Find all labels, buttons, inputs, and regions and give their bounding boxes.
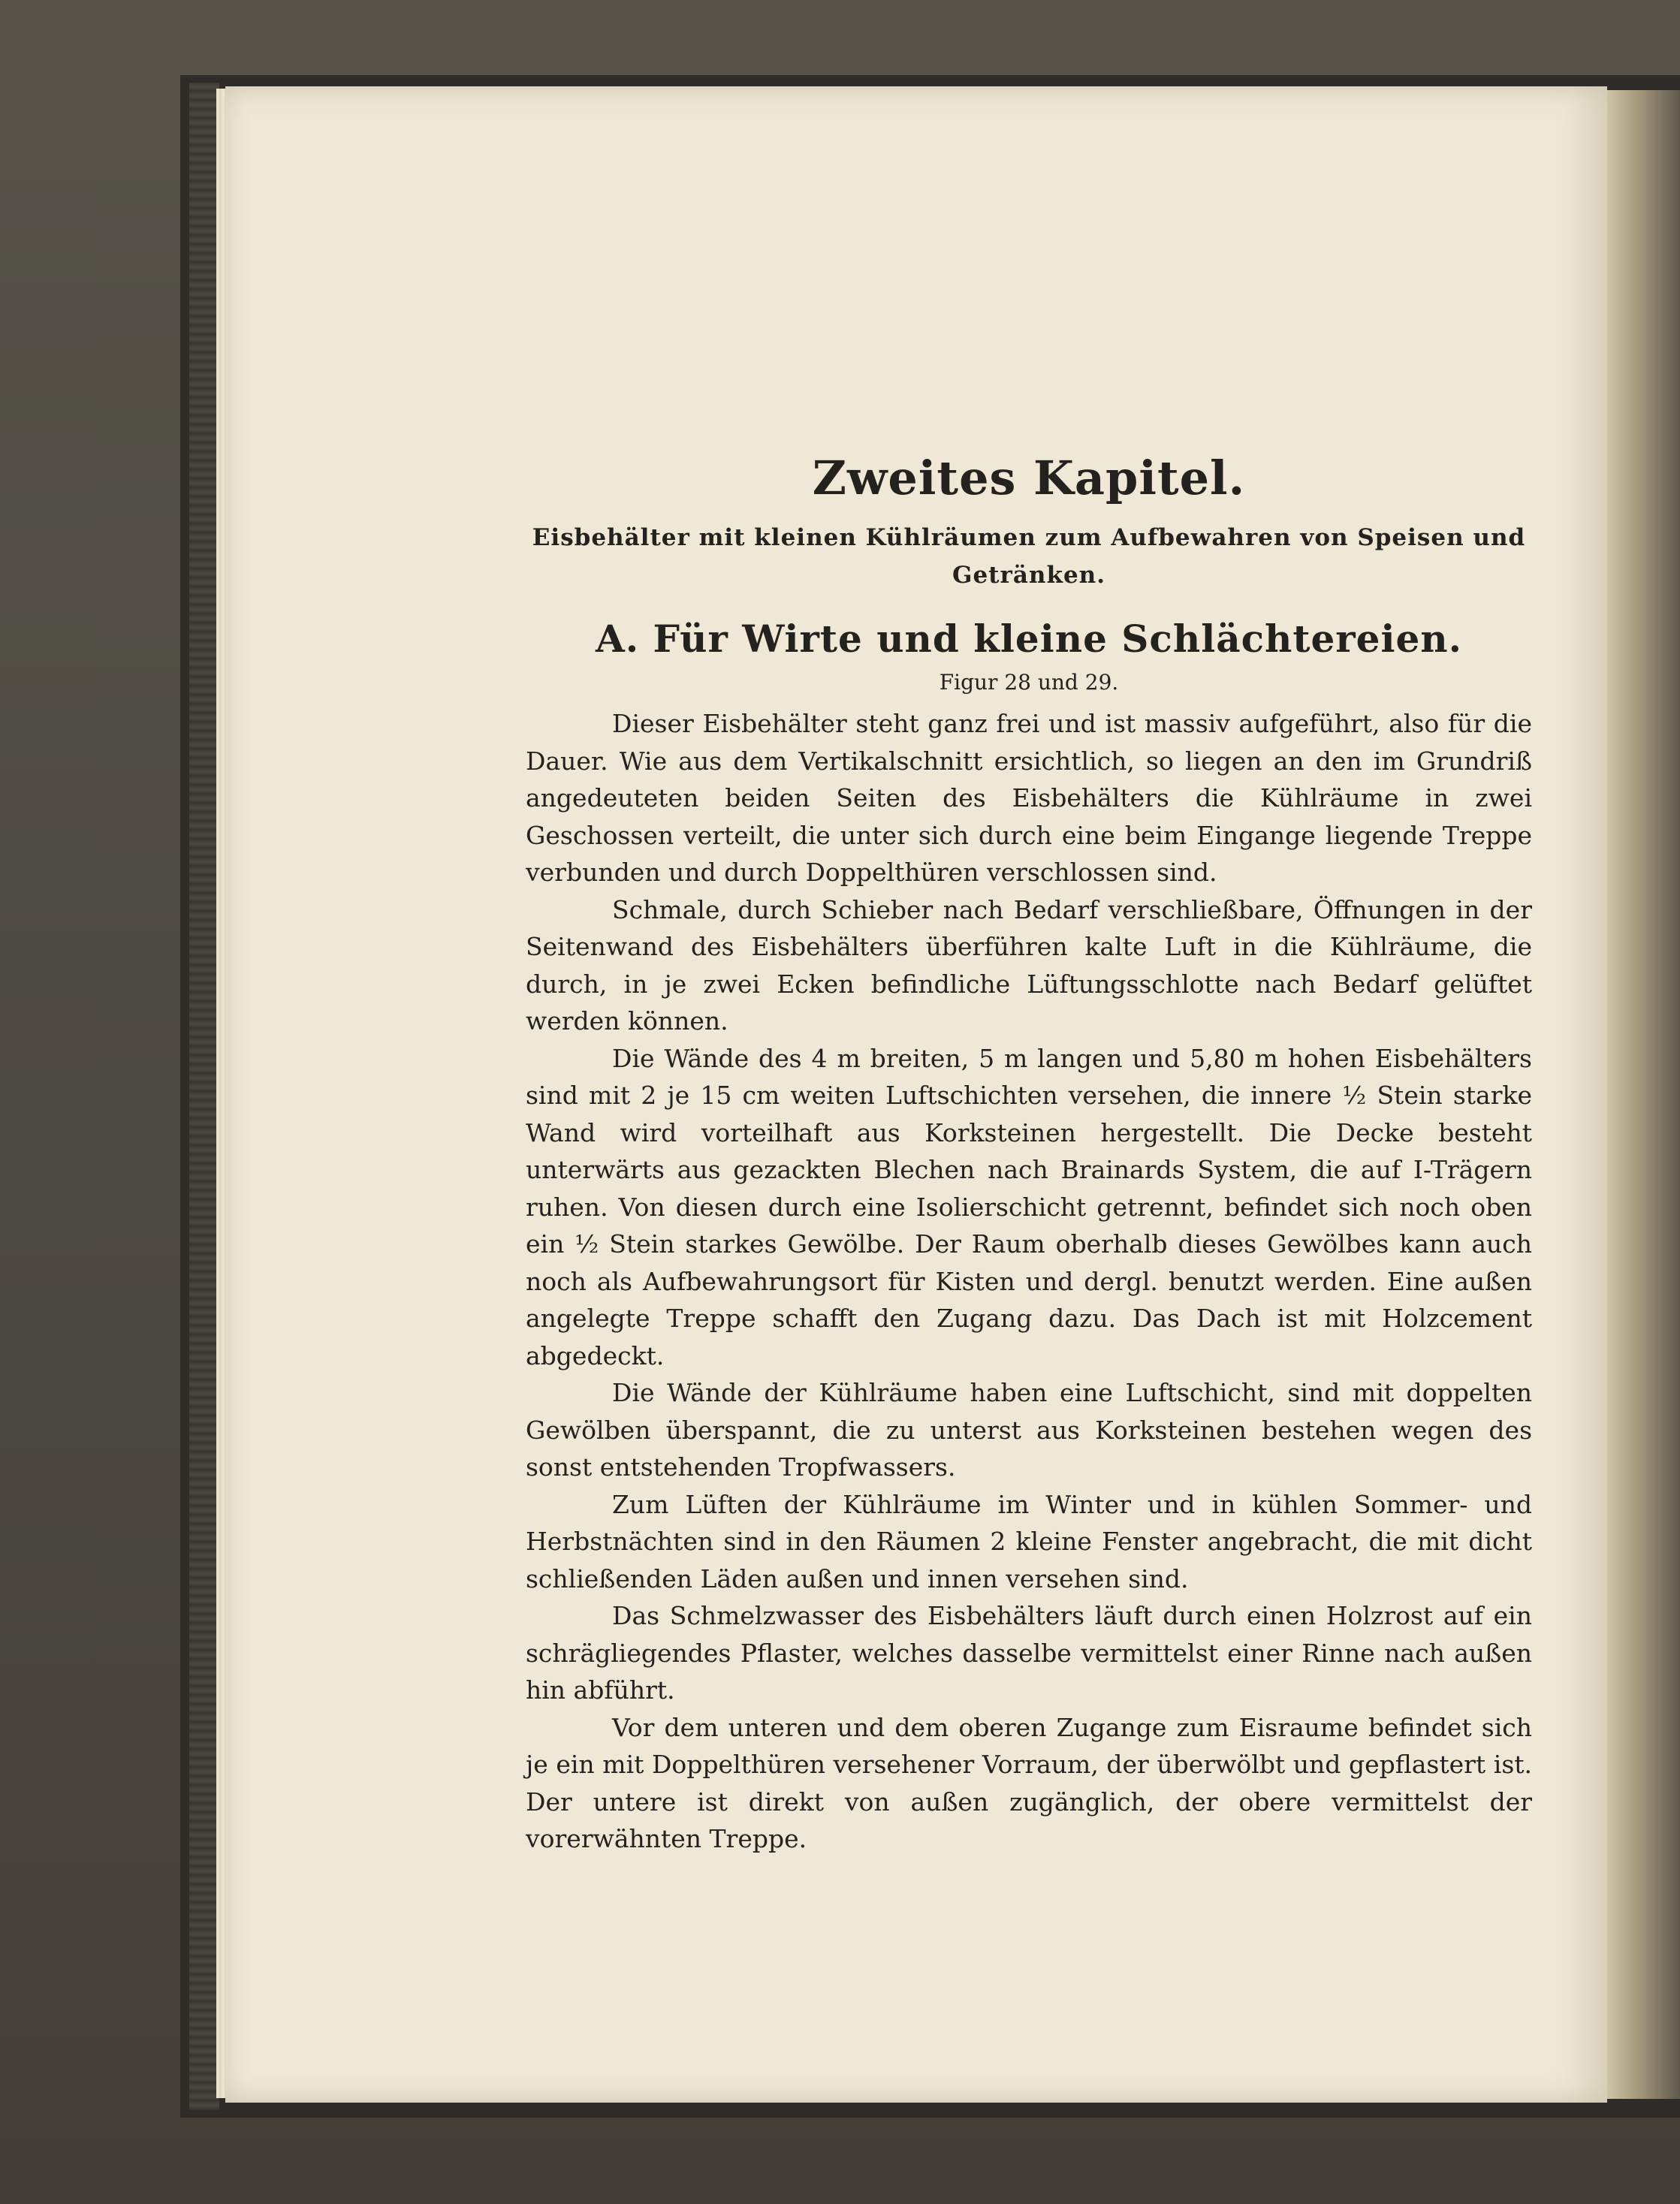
book-spine	[189, 83, 219, 2110]
section-title: A. Für Wirte und kleine Schlächtereien.	[595, 617, 1463, 661]
paragraph: Vor dem unteren und dem oberen Zugange zum Eisraume befindet sich je ein mit Doppelthüren versehener Vorraum, der überwölbt und gepflastert ist. Der untere ist direkt von außen zugänglich, der obere vermittelst der vorerwähnten Treppe.	[526, 1712, 1532, 1853]
page-edge-right	[1607, 90, 1680, 2099]
paragraph: Zum Lüften der Kühlräume im Winter und in kühlen Sommer- und Herbstnächten sind in den Räumen 2 kleine Fenster angebracht, die mit dicht schließenden Läden außen und innen versehen sind.	[526, 1489, 1532, 1593]
chapter-subtitle: Eisbehälter mit kleinen Kühlräumen zum Aufbewahren von Speisen und Getränken.	[532, 524, 1526, 589]
paragraph: Schmale, durch Schieber nach Bedarf verschließbare, Öffnungen in der Seitenwand des Eisbehälters überführen kalte Luft in die Kühlräume, die durch, in je zwei Ecken befindliche Lüftungsschlotte nach Bedarf gelüftet werden können.	[526, 894, 1532, 1036]
figure-reference: Figur 28 und 29.	[939, 670, 1119, 695]
chapter-title: Zweites Kapitel.	[812, 451, 1246, 505]
paragraph: Die Wände der Kühlräume haben eine Luftschicht, sind mit doppelten Gewölben überspannt, die zu unterst aus Korksteinen bestehen wegen des sonst entstehenden Tropfwassers.	[526, 1378, 1532, 1482]
paragraph: Die Wände des 4 m breiten, 5 m langen und 5,80 m hohen Eisbehälters sind mit 2 je 15 cm weiten Luftschichten versehen, die innere ½ Stein starke Wand wird vorteilhaft aus Korksteinen hergestellt. Die Decke besteht unterwärts aus gezackten Blechen nach Brainards System, die auf I-Trägern ruhen. Von diesen durch eine Isolierschicht getrennt, befindet sich noch oben ein ½ Stein starkes Gewölbe. Der Raum oberhalb dieses Gewölbes kann auch noch als Aufbewahrungsort für Kisten und dergl. benutzt werden. Eine außen angelegte Treppe schafft den Zugang dazu. Das Dach ist mit Holzcement abgedeckt.	[526, 1043, 1532, 1370]
paragraph: Das Schmelzwasser des Eisbehälters läuft durch einen Holzrost auf ein schrägliegendes Pflaster, welches dasselbe vermittelst einer Rinne nach außen hin abführt.	[526, 1601, 1532, 1705]
paragraph: Dieser Eisbehälter steht ganz frei und ist massiv aufgeführt, also für die Dauer. Wie aus dem Vertikalschnitt ersichtlich, so liegen an den im Grundriß angedeuteten beiden Seiten des Eisbehälters die Kühlräume in zwei Geschossen verteilt, die unter sich durch eine beim Eingange liegende Treppe verbunden und durch Doppelthüren verschlossen sind.	[526, 709, 1532, 887]
page-text	[526, 451, 1532, 1858]
